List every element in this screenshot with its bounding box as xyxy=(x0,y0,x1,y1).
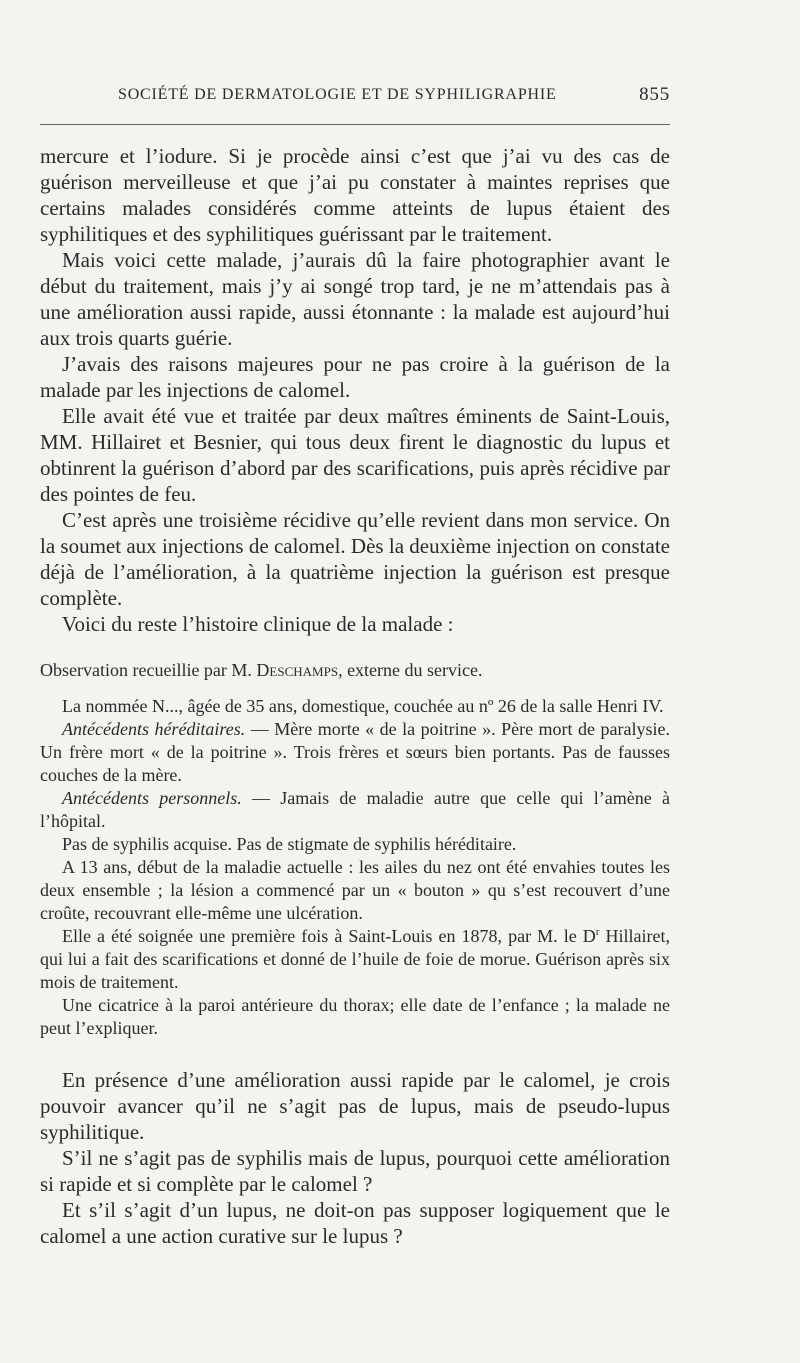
running-header xyxy=(40,84,670,110)
observation-title-suffix: , externe du service. xyxy=(338,660,483,680)
paragraph: mercure et l’iodure. Si je procède ainsi c’est que j’ai vu des cas de guérison merveilleuse et que j’ai pu constater à maintes reprises que certains malades considérés comme atteints de lupus étaient des syphilitiques et des syphilitiques guérissant par le traitement. xyxy=(40,144,670,246)
paragraph: J’avais des raisons majeures pour ne pas croire à la guérison de la malade par les injections de calomel. xyxy=(40,352,670,402)
paragraph: Elle avait été vue et traitée par deux maîtres éminents de Saint-Louis, MM. Hillairet et Besnier, qui tous deux firent le diagnostic du lupus et obtinrent la guérison d’abord par des scarifications, puis après récidive par des pointes de feu. xyxy=(40,404,670,506)
personal-history-label: Antécédents personnels. xyxy=(62,788,242,808)
running-title: SOCIÉTÉ DE DERMATOLOGIE ET DE SYPHILIGRAPHIE xyxy=(118,86,557,103)
observation-paragraph: La nommée N..., âgée de 35 ans, domestique, couchée au nº 26 de la salle Henri IV. xyxy=(62,696,664,716)
treatment-text-start: Elle a été soignée une première fois à Saint-Louis en 1878, par M. le D xyxy=(62,926,596,946)
observation-paragraph: Une cicatrice à la paroi antérieure du thorax; elle date de l’enfance ; la malade ne peut l’expliquer. xyxy=(40,995,670,1038)
hereditary-history-label: Antécédents héréditaires. xyxy=(62,719,246,739)
paragraph: Et s’il s’agit d’un lupus, ne doit-on pas supposer logiquement que le calomel a une action curative sur le lupus ? xyxy=(40,1198,670,1248)
page-number: 855 xyxy=(639,84,670,105)
observation-paragraph xyxy=(40,925,670,994)
paragraph: C’est après une troisième récidive qu’elle revient dans mon service. On la soumet aux injections de calomel. Dès la deuxième injection on constate déjà de l’amélioration, à la quatrième injection la guérison est presque complète. xyxy=(40,508,670,610)
observer-name: Deschamps xyxy=(256,660,339,680)
hereditary-history-text: — Mère morte « de la poitrine ». Père mort de paralysie. Un frère mort « de la poitrine ». Trois frères et sœurs bien portants. Pas de fausses couches de la mère. xyxy=(40,719,670,785)
observation-title-prefix: Observation recueillie par M. xyxy=(40,660,252,680)
main-text xyxy=(40,143,670,637)
observation-paragraph: Pas de syphilis acquise. Pas de stigmate de syphilis héréditaire. xyxy=(62,834,517,854)
document-page xyxy=(40,84,670,1249)
personal-history-text: — Jamais de maladie autre que celle qui l’amène à l’hôpital. xyxy=(40,788,670,831)
observation-paragraph: A 13 ans, début de la maladie actuelle : les ailes du nez ont été envahies toutes les deux ensemble ; la lésion a commencé par un « bouton » qu s’est recouvert d’une croûte, recouvrant elle-même une ulcération. xyxy=(40,857,670,923)
treatment-text-end: Hillairet, qui lui a fait des scarifications et donné de l’huile de foie de morue. Guérison après six mois de traitement. xyxy=(40,926,670,992)
paragraph: Mais voici cette malade, j’aurais dû la faire photographier avant le début du traitement, mais j’y ai songé trop tard, je ne m’attendais pas à une amélioration aussi rapide, aussi étonnante : la malade est aujourd’hui aux trois quarts guérie. xyxy=(40,248,670,350)
paragraph: En présence d’une amélioration aussi rapide par le calomel, je crois pouvoir avancer qu’il ne s’agit pas de lupus, mais de pseudo-lupus syphilitique. xyxy=(40,1068,670,1144)
paragraph: Voici du reste l’histoire clinique de la malade : xyxy=(62,612,454,636)
observation-paragraph xyxy=(40,718,670,787)
observation-title xyxy=(40,659,670,682)
header-rule xyxy=(40,124,670,125)
observation-paragraph xyxy=(40,787,670,833)
paragraph: S’il ne s’agit pas de syphilis mais de lupus, pourquoi cette amélioration si rapide et si complète par le calomel ? xyxy=(40,1146,670,1196)
closing-text xyxy=(40,1067,670,1249)
clinical-observation xyxy=(40,659,670,1040)
doctor-superscript: r xyxy=(595,926,600,938)
